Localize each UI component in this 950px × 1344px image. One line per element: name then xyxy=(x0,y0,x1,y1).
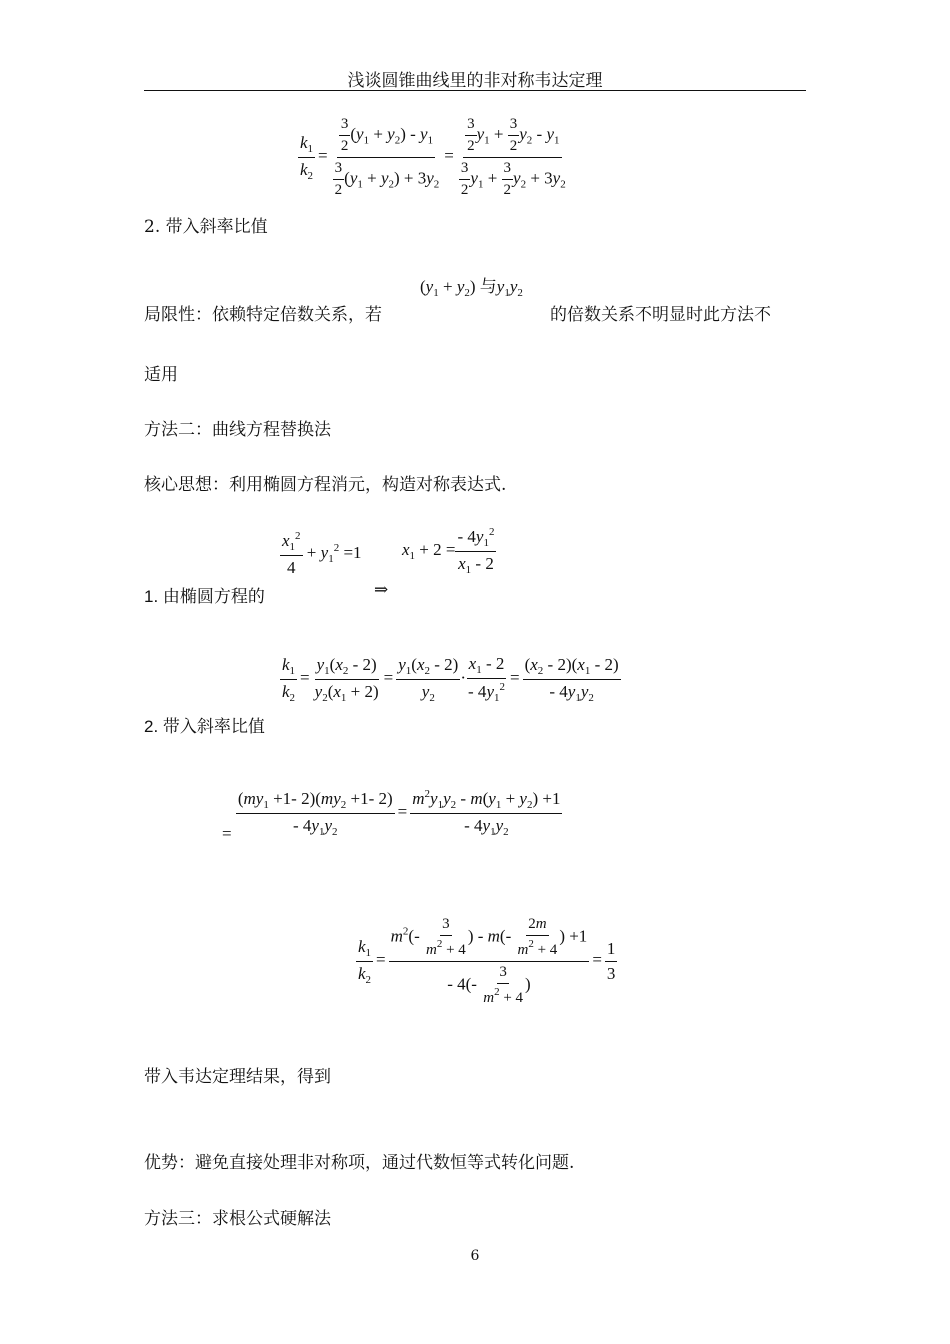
header-rule xyxy=(144,90,806,91)
symmetric-expression-pair: $(y_1 + y_2)$ 与$y_1y_2$ xyxy=(420,277,523,299)
running-header: 浅谈圆锥曲线里的非对称韦达定理 xyxy=(347,71,603,91)
equation-expanded-m: = $\frac{(my_1 +1- 2)(my_2 +1- 2)}{- 4y_1y_2}$ = $\frac{m^2y_1y_2 - m(y_1 + y_2) +1}{- 4y_1y_2}$ xyxy=(222,788,561,843)
equation-final-result: $\frac{k_1}{k_2}$ = $m^2(-$ $\frac{3}{m^2 + 4}$ ) - m(- $\frac{2m}{m^2 + 4}$ ) +1 - 4(- $\frac{3}{m^2 + 4}$ ) = $\frac{1}{3}$ xyxy=(358,916,616,1006)
limitation-suffix: 的倍数关系不明显时此方法不 xyxy=(550,305,771,325)
method1-step2-label: 2. 带入斜率比值 xyxy=(144,217,268,237)
limitation-prefix: 局限性：依赖特定倍数关系，若 xyxy=(144,305,382,325)
equation-k-ratio-method2: $\frac{k_1}{k_2}$ = $\frac{y_1(x_2 - 2)}{y_2(x_1 + 2)}$ = $\frac{y_1(x_2 - 2)}{y_2}$ · $\frac{x_1 - 2}{- 4y_1^2}$ = $\frac{(x_2 - 2)(x_1 - 2)}{- 4y_1y_2}$ xyxy=(282,654,619,704)
equation-ellipse: $\frac{x_1^2}{4}$ + $y_1^2 =1$ xyxy=(282,530,362,577)
method2-title: 方法二：曲线方程替换法 xyxy=(144,420,331,440)
method2-step2-label: 2. 带入斜率比值 xyxy=(144,717,265,736)
equation-x1-substitution: $x_1 + 2$ = $\frac{- 4y_1^2}{x_1 - 2}$ xyxy=(402,526,495,576)
implies-arrow: ⇒ xyxy=(374,580,389,600)
method2-advantage: 优势：避免直接处理非对称项，通过代数恒等式转化问题. xyxy=(144,1153,575,1173)
method3-title: 方法三：求根公式硬解法 xyxy=(144,1209,331,1229)
limitation-tail: 适用 xyxy=(144,365,178,385)
method2-step1-label: 1. 由椭圆方程的 xyxy=(144,587,265,606)
method2-result-label: 带入韦达定理结果，得到 xyxy=(144,1067,331,1087)
equation-k-ratio-method1: $\frac{k_1}{k_2}$ = $\frac{3}{2}$ $(y_1 + y_2) - y_1$ $\frac{3}{2}$ $(y_1 + y_2) + 3y_2$ = $\frac{3}{2}$ $y_1$ + $\frac{3}{2}$ $y_2 - y_1$ $\frac{3}{2}$ $y_1$ + $\frac{3}{2}$ $y_2 + 3y_2$ xyxy=(300,116,566,198)
page-number: 6 xyxy=(470,1248,480,1264)
method2-core-idea: 核心思想：利用椭圆方程消元，构造对称表达式. xyxy=(144,475,507,495)
